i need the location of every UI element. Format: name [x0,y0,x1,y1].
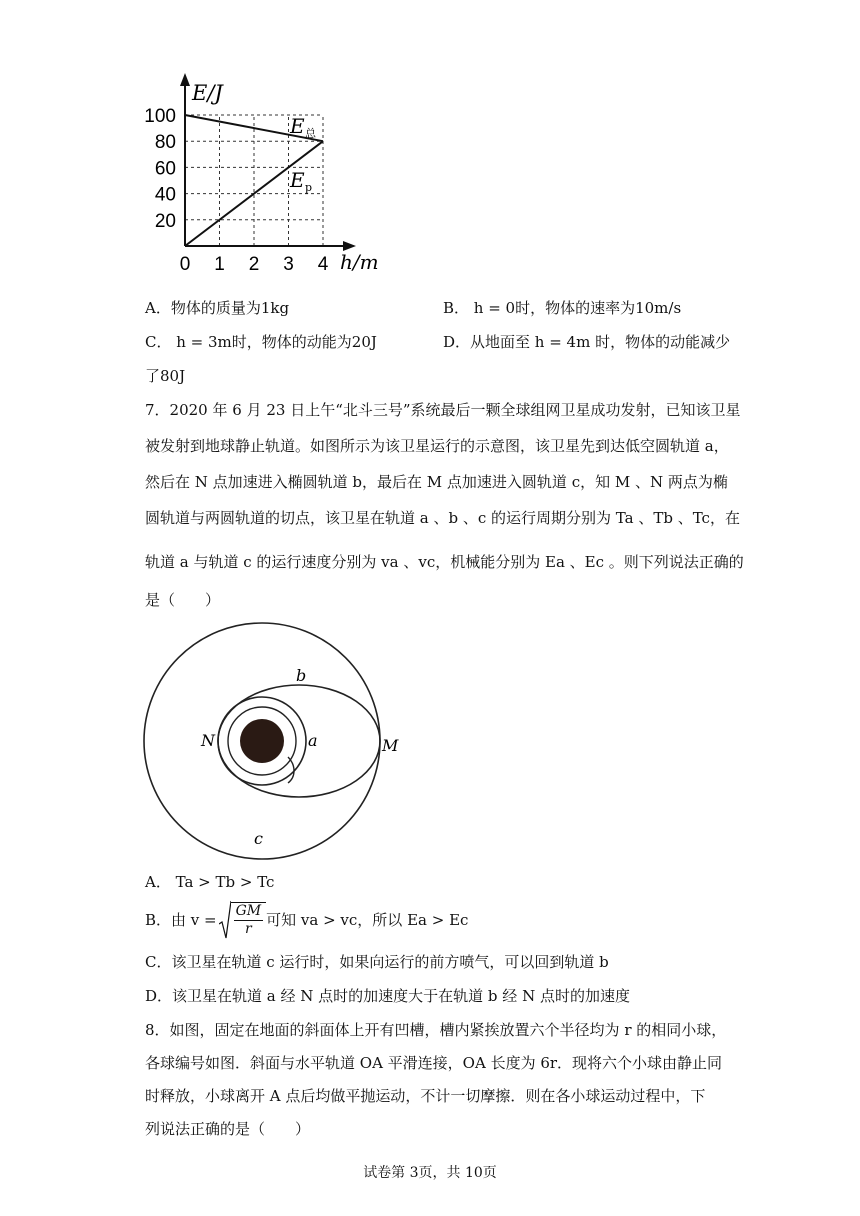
total-energy-sub: 总 [305,127,316,140]
q6-option-d: D．从地面至 h = 4m 时，物体的动能减少 [443,333,731,351]
q6-option-d-continued: 了80J [145,367,186,385]
label-b: b [296,666,307,685]
sqrt-sign [219,900,231,940]
x-tick-label: 2 [248,254,260,275]
total-energy-label: E [290,114,305,138]
y-tick-labels [144,106,176,232]
y-axis-arrow [180,73,190,86]
q8-line-2: 各球编号如图．斜面与水平轨道 OA 平滑连接，OA 长度为 6r．现将六个小球由静止同 [145,1054,723,1072]
page-footer: 试卷第 3页，共 10页 [363,1165,497,1181]
x-tick-label: 4 [317,254,329,275]
y-tick-label: 80 [154,132,176,154]
energy-height-graph [140,70,390,280]
fraction-denominator: r [245,921,252,937]
q7-option-b-suffix: 可知 va > vc，所以 Ea > Ec [266,911,469,929]
y-tick-label: 20 [154,210,176,232]
q7-option-b-prefix: B．由 v = [145,911,217,929]
label-n: N [201,731,215,750]
q7-option-b [145,900,468,940]
x-tick-label: 3 [283,254,294,275]
q8-line-1: 8．如图，固定在地面的斜面体上开有凹槽，槽内紧挨放置六个半径均为 r 的相同小球， [145,1021,727,1039]
q7-option-c: C．该卫星在轨道 c 运行时，如果向运行的前方喷气，可以回到轨道 b [145,953,609,971]
q8-line-4: 列说法正确的是（ ） [145,1120,311,1138]
potential-energy-sub: p [305,181,313,194]
q7-option-a: A． Ta > Tb > Tc [145,873,275,891]
y-tick-label: 40 [154,184,176,206]
q6-option-b: B． h = 0时，物体的速率为10m/s [443,299,682,317]
orbit-diagram [140,615,400,870]
sqrt-expression [219,900,267,940]
q7-line-6: 是（ ） [145,591,221,609]
q7-line-1: 7．2020 年 6 月 23 日上午“北斗三号”系统最后一颗全球组网卫星成功发射，已知该卫星 [145,401,741,419]
y-tick-label: 60 [154,158,176,180]
potential-energy-label: E [290,168,305,192]
y-axis-label: E/J [192,81,223,105]
label-a: a [308,731,318,750]
q6-option-c: C． h = 3m时，物体的动能为20J [145,333,377,351]
q7-line-3: 然后在 N 点加速进入椭圆轨道 b，最后在 M 点加速进入圆轨道 c，知 M 、N 两点为椭 [145,473,728,491]
earth [240,719,284,763]
x-tick-labels [180,254,329,275]
label-m: M [382,736,399,755]
q7-line-2: 被发射到地球静止轨道。如图所示为该卫星运行的示意图，该卫星先到达低空圆轨道 a， [145,437,729,455]
q7-line-4: 圆轨道与两圆轨道的切点，该卫星在轨道 a 、b 、c 的运行周期分别为 Ta 、Tb 、Tc，在 [145,509,740,527]
q7-line-5: 轨道 a 与轨道 c 的运行速度分别为 va 、vc，机械能分别为 Ea 、Ec 。则下列说法正确的 [145,553,744,571]
fraction-numerator: GM [235,903,262,919]
x-tick-label: 1 [214,254,225,275]
y-tick-label: 100 [144,106,176,127]
q8-line-3: 时释放，小球离开 A 点后均做平抛运动，不计一切摩擦．则在各小球运动过程中，下 [145,1087,706,1105]
q7-option-d: D．该卫星在轨道 a 经 N 点时的加速度大于在轨道 b 经 N 点时的加速度 [145,987,630,1005]
x-tick-label: 0 [179,254,191,275]
q6-option-a: A．物体的质量为1kg [145,299,290,317]
label-c: c [254,829,263,848]
x-axis-label: h/m [340,250,379,274]
sqrt-fraction [231,902,267,938]
